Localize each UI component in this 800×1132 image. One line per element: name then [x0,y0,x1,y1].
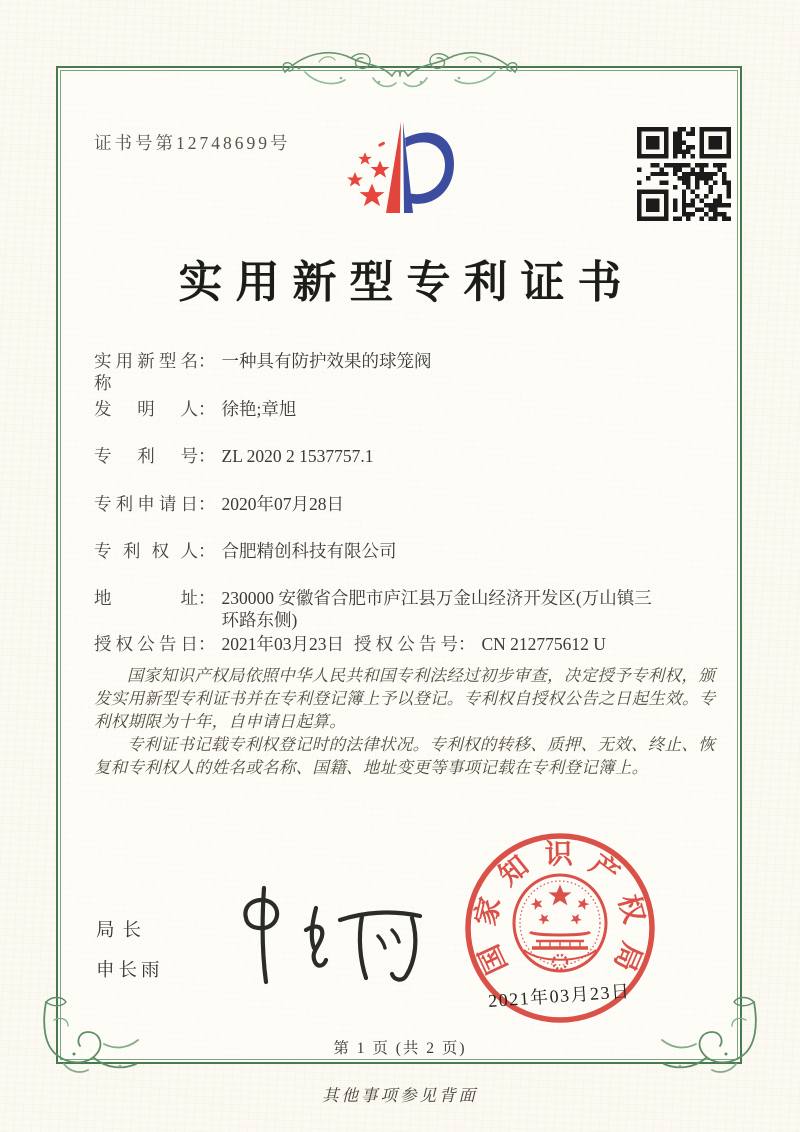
legal-text-section [94,664,716,779]
cnipa-logo-icon [334,112,466,234]
field-label: 专利权人 [94,541,198,561]
field-colon: ： [198,399,216,419]
field-inventor [94,398,296,420]
svg-text:家: 家 [470,894,508,929]
field-value: ZL 2020 2 1537757.1 [221,446,374,466]
field-value: 徐艳;章旭 [221,399,297,419]
certificate-title: 实用新型专利证书 [178,258,635,307]
back-side-note: 其他事项参见背面 [322,1086,478,1105]
svg-text:知: 知 [493,850,535,893]
field-utility-model-name [94,350,432,394]
seal-date: 2021年03月23日 [487,981,632,1011]
field-value: 2020年07月28日 [221,494,344,514]
field-patent-number [94,445,373,467]
svg-text:识: 识 [544,839,573,871]
field-label: 实用新型名称 [94,351,198,393]
field-value: 合肥精创科技有限公司 [221,541,397,561]
legal-paragraph-1: 国家知识产权局依照中华人民共和国专利法经过初步审查，决定授予专利权，颁发实用新型专利证书并在专利登记簿上予以登记。专利权自授权公告之日起生效。专利权期限为十年，自申请日起算。 [94,666,716,731]
field-grant-number [354,633,606,655]
svg-text:产: 产 [583,848,625,891]
field-label: 地址 [94,588,198,608]
field-colon: ： [198,634,216,654]
svg-text:权: 权 [611,891,650,927]
field-value: 230000 安徽省合肥市庐江县万金山经济开发区(万山镇三环路东侧) [221,588,652,630]
border-ornament-top-icon [275,38,525,102]
qr-code [637,127,731,221]
legal-paragraph-2: 专利证书记载专利权登记时的法律状况。专利权的转移、质押、无效、终止、恢复和专利权人的姓名或名称、国籍、地址变更等事项记载在专利登记簿上。 [94,735,715,777]
field-address [94,587,654,631]
svg-text:国: 国 [473,939,514,979]
commissioner-title-label: 局长 [96,921,150,941]
field-value: 2021年03月23日 [221,634,344,654]
field-colon: ： [198,588,216,608]
commissioner-name: 申长雨 [96,961,164,981]
field-label: 授权公告号 [354,634,458,654]
field-filing-date [94,493,344,515]
field-grant-date [94,633,344,655]
field-grant-row [94,633,714,655]
page-number: 第 1 页 (共 2 页) [333,1040,467,1057]
field-value: CN 212775612 U [481,634,606,654]
field-colon: ： [458,634,476,654]
field-colon: ： [198,494,216,514]
svg-text:局: 局 [607,937,647,976]
field-label: 专利申请日 [94,494,198,514]
field-colon: ： [198,541,216,561]
commissioner-signature-icon [212,878,437,993]
field-label: 授权公告日 [94,634,198,654]
certificate-number: 证书号第12748699号 [94,133,291,153]
field-value: 一种具有防护效果的球笼阀 [221,351,432,371]
field-colon: ： [198,446,216,466]
field-label: 发明人 [94,399,198,419]
field-label: 专利号 [94,446,198,466]
field-colon: ： [198,351,216,371]
field-patentee [94,540,397,562]
